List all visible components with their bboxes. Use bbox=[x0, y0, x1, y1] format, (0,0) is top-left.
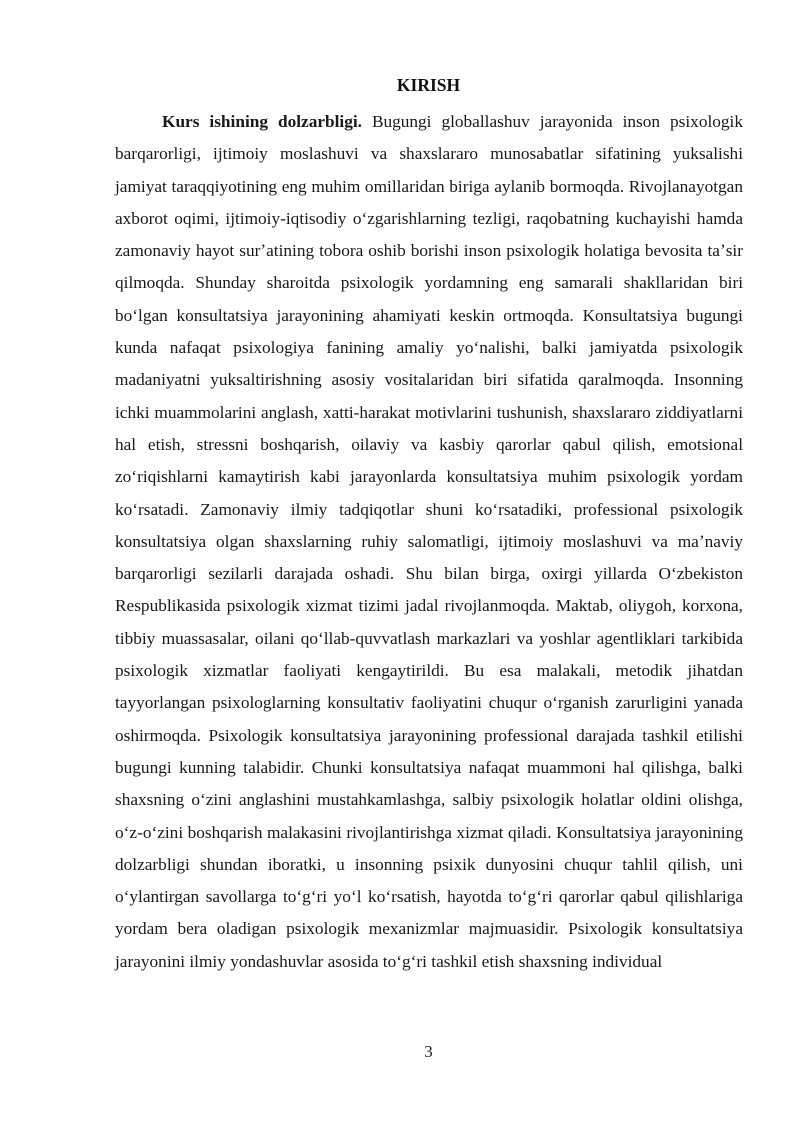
page-number: 3 bbox=[424, 1042, 433, 1061]
paragraph-lead: Kurs ishining dolzarbligi. bbox=[162, 112, 362, 131]
section-heading: KIRISH bbox=[396, 75, 461, 95]
paragraph-body: Bugungi globallashuv jarayonida inson psixologik barqarorligi, ijtimoiy moslashuvi va shaxslararo munosabatlar sifatining yuksalishi jamiyat taraqqiyotining eng muhim omillaridan biriga aylanib bormoqda. Rivojlanayotgan axborot oqimi, ijtimoiy-iqtisodiy oʻzgarishlarning tezligi, raqobatning kuchayishi hamda zamonaviy hayot surʼatining tobora oshib borishi inson psixologik holatiga bevosita taʼsir qilmoqda. Shunday sharoitda psixologik yordamning eng samarali shakllaridan biri boʻlgan konsultatsiya jarayonining ahamiyati keskin ortmoqda. Konsultatsiya bugungi kunda nafaqat psixologiya fanining amaliy yoʻnalishi, balki jamiyatda psixologik madaniyatni yuksaltirishning asosiy vositalaridan biri sifatida qaralmoqda. Insonning ichki muammolarini anglash, xatti-harakat motivlarini tushunish, shaxslararo ziddiyatlarni hal etish, stressni boshqarish, oilaviy va kasbiy qarorlar qabul qilish, emotsional zoʻriqishlarni kamaytirish kabi jarayonlarda konsultatsiya muhim psixologik yordam koʻrsatadi. Zamonaviy ilmiy tadqiqotlar shuni koʻrsatadiki, professional psixologik konsultatsiya olgan shaxslarning ruhiy salomatligi, ijtimoiy moslashuvi va maʼnaviy barqarorligi sezilarli darajada oshadi. Shu bilan birga, oxirgi yillarda Oʻzbekiston Respublikasida psixologik xizmat tizimi jadal rivojlanmoqda. Maktab, oliygoh, korxona, tibbiy muassasalar, oilani qoʻllab-quvvatlash markazlari va yoshlar agentliklari tarkibida psixologik xizmatlar faoliyati kengaytirildi. Bu esa malakali, metodik jihatdan tayyorlangan psixologlarning konsultativ faoliyatini chuqur oʻrganish zarurligini yanada oshirmoqda. Psixologik konsultatsiya jarayonining professional darajada tashkil etilishi bugungi kunning talabidir. Chunki konsultatsiya nafaqat muammoni hal qilishga, balki shaxsning oʻzini anglashini mustahkamlashga, salbiy psixologik holatlar oldini olishga, oʻz-oʻzini boshqarish malakasini rivojlantirishga xizmat qiladi. Konsultatsiya jarayonining dolzarbligi shundan iboratki, u insonning psixik dunyosini chuqur tahlil qilish, uni oʻylantirgan savollarga toʻgʻri yoʻl koʻrsatish, hayotda toʻgʻri qarorlar qabul qilishlariga yordam bera oladigan psixologik mexanizmlar majmuasidir. Psixologik konsultatsiya jarayonini ilmiy yondashuvlar asosida toʻgʻri tashkil etish shaxsning individual bbox=[115, 112, 743, 971]
body-paragraph bbox=[115, 106, 743, 978]
